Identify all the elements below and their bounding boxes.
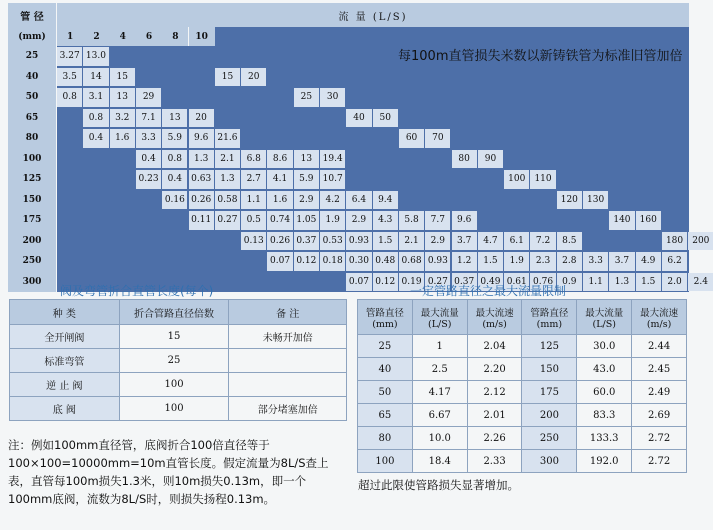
- loss-value: 100: [504, 170, 529, 189]
- loss-value: 10.7: [320, 170, 345, 189]
- loss-value: 8.5: [557, 232, 582, 251]
- loss-value: 0.4: [136, 150, 161, 169]
- loss-value: 0.07: [346, 273, 371, 292]
- loss-value: 15: [110, 68, 135, 87]
- loss-value: 13: [110, 88, 135, 107]
- flow-col-label: 10: [189, 27, 215, 46]
- pipe-diameter: 250: [8, 251, 56, 272]
- friction-note: 每100m直管损失米数以新铸铁管为标准旧管加倍: [398, 49, 683, 64]
- loss-value: 0.8: [83, 109, 108, 128]
- valve-cell: 部分堵塞加倍: [229, 397, 347, 421]
- loss-value: 0.19: [399, 273, 424, 292]
- loss-value: 6.2: [662, 252, 687, 271]
- valve-header-cell: 备 注: [229, 300, 347, 325]
- maxflow-cell: 2.44: [632, 335, 687, 358]
- loss-value: 0.93: [346, 232, 371, 251]
- pipe-diameter: 200: [8, 231, 56, 252]
- loss-value: 29: [136, 88, 161, 107]
- table-row: [358, 427, 687, 450]
- loss-value: 2.1: [399, 232, 424, 251]
- loss-value: 180: [662, 232, 687, 251]
- loss-value: 5.8: [399, 211, 424, 230]
- loss-value: 50: [373, 109, 398, 128]
- maxflow-cell: 133.3: [577, 427, 632, 450]
- maxflow-cell: 125: [522, 335, 577, 358]
- maxflow-cell: 200: [522, 404, 577, 427]
- loss-value: 0.16: [162, 191, 187, 210]
- loss-value: 1.1: [241, 191, 266, 210]
- maxflow-cell: 2.5: [412, 358, 467, 381]
- loss-value: 1.5: [636, 273, 661, 292]
- loss-value: 0.30: [346, 252, 371, 271]
- loss-value: 1.3: [189, 150, 214, 169]
- maxflow-cell: 30.0: [577, 335, 632, 358]
- maxflow-cell: 1: [412, 335, 467, 358]
- valve-cell: 标准弯管: [10, 349, 120, 373]
- maxflow-header-cell: 最大流速 (m/s): [467, 300, 522, 335]
- loss-value: 0.07: [267, 252, 292, 271]
- loss-value: 6.1: [504, 232, 529, 251]
- flow-col-label: 6: [136, 27, 162, 46]
- loss-value: 8.6: [267, 150, 292, 169]
- loss-value: 30: [320, 88, 345, 107]
- loss-value: 0.23: [136, 170, 161, 189]
- loss-value: 1.5: [373, 232, 398, 251]
- flow-col-label: 2: [83, 27, 109, 46]
- maxflow-cell: 6.67: [412, 404, 467, 427]
- table-row: [358, 335, 687, 358]
- loss-value: 90: [478, 150, 503, 169]
- loss-value: 7.2: [530, 232, 555, 251]
- loss-value: 0.53: [320, 232, 345, 251]
- loss-value: 3.5: [57, 68, 82, 87]
- table-row: [358, 450, 687, 473]
- footnote: 注：例如100mm直径管，底阀折合100倍直径等于100×100=10000mm=10m直管长度。假定流量为8L/S查上表，直管每100m损失1.3米，则10m损失0.13m，即一个100mm底阀，流数为8L/S时，则损失扬程0.13m。: [8, 438, 329, 506]
- flow-header: 流 量 (L/S): [57, 3, 689, 27]
- loss-value: 120: [557, 191, 582, 210]
- loss-value: 25: [294, 88, 319, 107]
- loss-value: 2.3: [530, 252, 555, 271]
- loss-value: 5.9: [162, 129, 187, 148]
- maxflow-cell: 25: [358, 335, 413, 358]
- maxflow-cell: 175: [522, 381, 577, 404]
- maxflow-cell: 250: [522, 427, 577, 450]
- pipe-diameter: 25: [8, 46, 56, 67]
- maxflow-header-cell: 管路直径 (mm): [358, 300, 413, 335]
- loss-value: 2.8: [557, 252, 582, 271]
- loss-value: 1.5: [478, 252, 503, 271]
- maxflow-cell: 2.12: [467, 381, 522, 404]
- pipe-diameter: 150: [8, 190, 56, 211]
- loss-value: 3.7: [452, 232, 477, 251]
- valve-table-title: 阀及弯管折合直管长度(每个): [60, 284, 214, 298]
- loss-value: 0.9: [557, 273, 582, 292]
- valve-cell: 底 阀: [10, 397, 120, 421]
- table-row: [358, 358, 687, 381]
- loss-value: 0.4: [83, 129, 108, 148]
- maxflow-cell: 100: [358, 450, 413, 473]
- loss-value: 6.4: [346, 191, 371, 210]
- loss-value: 60: [399, 129, 424, 148]
- maxflow-cell: 65: [358, 404, 413, 427]
- loss-value: 3.3: [136, 129, 161, 148]
- maxflow-cell: 50: [358, 381, 413, 404]
- loss-value: 4.3: [373, 211, 398, 230]
- loss-value: 40: [346, 109, 371, 128]
- loss-value: 1.2: [452, 252, 477, 271]
- loss-value: 160: [636, 211, 661, 230]
- maxflow-cell: 2.01: [467, 404, 522, 427]
- maxflow-cell: 2.04: [467, 335, 522, 358]
- maxflow-cell: 83.3: [577, 404, 632, 427]
- loss-value: 1.1: [583, 273, 608, 292]
- pipe-diameter: 300: [8, 272, 56, 293]
- loss-value: 2.4: [688, 273, 713, 292]
- mm-unit-header: (mm): [8, 27, 56, 46]
- maxflow-cell: 2.33: [467, 450, 522, 473]
- loss-value: 0.58: [215, 191, 240, 210]
- loss-value: 7.7: [425, 211, 450, 230]
- max-flow-table: [357, 299, 687, 473]
- loss-value: 4.9: [636, 252, 661, 271]
- loss-value: 1.05: [294, 211, 319, 230]
- flow-col-label: 8: [162, 27, 188, 46]
- loss-value: 14: [83, 68, 108, 87]
- loss-value: 2.0: [662, 273, 687, 292]
- loss-value: 0.48: [373, 252, 398, 271]
- loss-value: 70: [425, 129, 450, 148]
- loss-value: 20: [241, 68, 266, 87]
- loss-value: 140: [609, 211, 634, 230]
- loss-value: 9.6: [452, 211, 477, 230]
- loss-value: 5.9: [294, 170, 319, 189]
- loss-value: 0.27: [215, 211, 240, 230]
- loss-value: 0.8: [162, 150, 187, 169]
- loss-value: 3.3: [583, 252, 608, 271]
- valve-equivalent-table: [9, 299, 347, 421]
- loss-value: 0.13: [241, 232, 266, 251]
- loss-value: 0.68: [399, 252, 424, 271]
- valve-cell: 100: [119, 397, 229, 421]
- pipe-diameter-header: 管 径: [8, 3, 56, 27]
- maxflow-cell: 40: [358, 358, 413, 381]
- maxflow-cell: 18.4: [412, 450, 467, 473]
- loss-value: 0.26: [267, 232, 292, 251]
- loss-value: 1.9: [504, 252, 529, 271]
- table-row: [10, 325, 347, 349]
- flow-col-label: 1: [57, 27, 83, 46]
- loss-value: 1.3: [609, 273, 634, 292]
- pipe-diameter: 100: [8, 149, 56, 170]
- flow-col-label: 4: [110, 27, 136, 46]
- loss-value: 19.4: [320, 150, 345, 169]
- maxflow-cell: 2.20: [467, 358, 522, 381]
- loss-value: 4.2: [320, 191, 345, 210]
- loss-value: 15: [215, 68, 240, 87]
- loss-value: 0.27: [425, 273, 450, 292]
- maxflow-cell: 2.72: [632, 450, 687, 473]
- loss-value: 0.61: [504, 273, 529, 292]
- loss-value: 130: [583, 191, 608, 210]
- loss-value: 200: [688, 232, 713, 251]
- loss-value: 0.11: [189, 211, 214, 230]
- loss-value: 2.1: [215, 150, 240, 169]
- pipe-diameter: 125: [8, 169, 56, 190]
- maxflow-cell: 192.0: [577, 450, 632, 473]
- loss-value: 3.7: [609, 252, 634, 271]
- loss-value: 2.7: [241, 170, 266, 189]
- maxflow-header-cell: 管路直径 (mm): [522, 300, 577, 335]
- loss-value: 3.2: [110, 109, 135, 128]
- maxflow-cell: 4.17: [412, 381, 467, 404]
- maxflow-cell: 80: [358, 427, 413, 450]
- valve-cell: 15: [119, 325, 229, 349]
- maxflow-header-cell: 最大流速 (m/s): [632, 300, 687, 335]
- maxflow-cell: 60.0: [577, 381, 632, 404]
- valve-cell: 25: [119, 349, 229, 373]
- maxflow-cell: 2.45: [632, 358, 687, 381]
- loss-value: 1.6: [110, 129, 135, 148]
- pipe-diameter: 50: [8, 87, 56, 108]
- loss-value: 0.63: [189, 170, 214, 189]
- loss-value: 0.49: [478, 273, 503, 292]
- loss-value: 0.37: [452, 273, 477, 292]
- maxflow-cell: 2.72: [632, 427, 687, 450]
- loss-value: 1.9: [320, 211, 345, 230]
- loss-value: 13.0: [83, 47, 108, 66]
- table-row: [10, 373, 347, 397]
- loss-value: 13: [294, 150, 319, 169]
- maxflow-cell: 150: [522, 358, 577, 381]
- loss-value: 110: [530, 170, 555, 189]
- pipe-diameter: 80: [8, 128, 56, 149]
- valve-cell: 逆 止 阀: [10, 373, 120, 397]
- loss-value: 0.8: [57, 88, 82, 107]
- table-row: [10, 349, 347, 373]
- loss-value: 80: [452, 150, 477, 169]
- maxflow-cell: 300: [522, 450, 577, 473]
- loss-value: 0.18: [320, 252, 345, 271]
- loss-value: 9.6: [189, 129, 214, 148]
- maxflow-cell: 2.26: [467, 427, 522, 450]
- valve-cell: 100: [119, 373, 229, 397]
- valve-cell: [229, 373, 347, 397]
- loss-value: 3.1: [83, 88, 108, 107]
- maxflow-header-cell: 最大流量 (L/S): [412, 300, 467, 335]
- loss-value: 4.7: [478, 232, 503, 251]
- loss-value: 1.6: [267, 191, 292, 210]
- maxflow-cell: 43.0: [577, 358, 632, 381]
- loss-value: 21.6: [215, 129, 240, 148]
- pipe-diameter: 65: [8, 108, 56, 129]
- loss-value: 6.8: [241, 150, 266, 169]
- loss-value: 3.27: [57, 47, 82, 66]
- loss-value: 20: [189, 109, 214, 128]
- valve-header-cell: 折合管路直径倍数: [119, 300, 229, 325]
- loss-value: 4.1: [267, 170, 292, 189]
- loss-value: 2.9: [294, 191, 319, 210]
- loss-value: 0.76: [530, 273, 555, 292]
- loss-value: 0.5: [241, 211, 266, 230]
- loss-value: 2.9: [346, 211, 371, 230]
- loss-value: 0.74: [267, 211, 292, 230]
- loss-value: 0.4: [162, 170, 187, 189]
- loss-value: 1.3: [215, 170, 240, 189]
- table-row: [10, 397, 347, 421]
- loss-value: 0.12: [373, 273, 398, 292]
- pipe-diameter: 175: [8, 210, 56, 231]
- loss-value: 13: [162, 109, 187, 128]
- loss-value: 0.26: [189, 191, 214, 210]
- table-row: [358, 381, 687, 404]
- loss-value: 2.9: [425, 232, 450, 251]
- maxflow-header-cell: 最大流量 (L/S): [577, 300, 632, 335]
- loss-value: 9.4: [373, 191, 398, 210]
- table-row: [358, 404, 687, 427]
- loss-value: 0.37: [294, 232, 319, 251]
- loss-value: 7.1: [136, 109, 161, 128]
- valve-cell: 全开闸阀: [10, 325, 120, 349]
- maxflow-cell: 10.0: [412, 427, 467, 450]
- loss-value: 0.93: [425, 252, 450, 271]
- loss-value: 0.12: [294, 252, 319, 271]
- maxflow-cell: 2.49: [632, 381, 687, 404]
- valve-cell: 未畅开加倍: [229, 325, 347, 349]
- maxflow-cell: 2.69: [632, 404, 687, 427]
- valve-cell: [229, 349, 347, 373]
- pipe-diameter: 40: [8, 67, 56, 88]
- footnote-limit: 超过此限使管路损失显著增加。: [358, 478, 519, 492]
- maxflow-table-title: 一定管路直径之最大流量限制: [410, 284, 567, 298]
- valve-header-cell: 种 类: [10, 300, 120, 325]
